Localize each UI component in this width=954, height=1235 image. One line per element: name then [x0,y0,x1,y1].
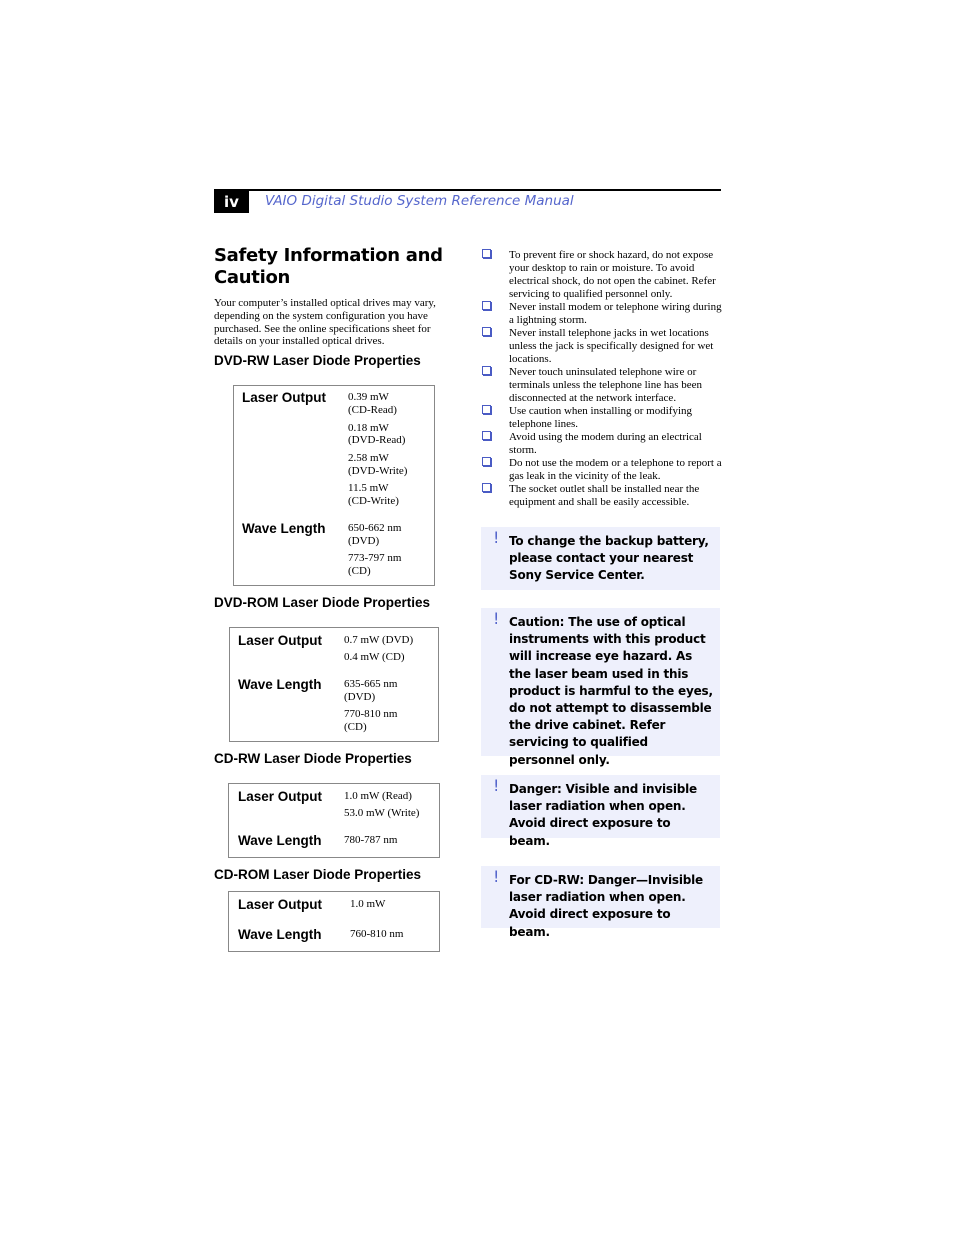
value: (CD) [344,721,367,733]
exclamation-icon: ! [493,528,500,547]
checkbox-bullet-icon [482,366,491,375]
value: 0.4 mW (CD) [344,651,405,663]
value: 0.39 mW [348,391,389,403]
wave-length-label: Wave Length [242,521,326,536]
section-title: Safety Information and Caution [214,245,443,288]
laser-output-label: Laser Output [238,633,323,648]
value: 11.5 mW [348,482,389,494]
note-text: Caution: The use of optical instruments with this product will increase eye hazard. As the laser beam used in this product is harmful to the eyes, do not attempt to disassemble the drive cabinet. Refer servicing to qualified personnel only. [509,615,713,767]
intro-paragraph: Your computer’s installed optical drives may vary, depending on the system configuration you have purchased. See the online specifications sheet for details on your installed optical drives. [214,297,436,348]
cd-rom-table [228,891,440,952]
dvd-rw-table [233,385,435,586]
cd-rom-heading: CD-ROM Laser Diode Properties [214,867,422,882]
value: 53.0 mW (Write) [344,807,420,819]
safety-bullet-list [482,249,722,509]
note-backup-battery [481,527,720,590]
value: (DVD-Write) [348,465,408,477]
value: (CD-Write) [348,495,399,507]
list-item-text: Avoid using the modem during an electrical storm. [509,431,702,456]
value: (CD) [348,565,371,577]
dvd-rw-heading: DVD-RW Laser Diode Properties [214,353,421,368]
dvd-rom-heading: DVD-ROM Laser Diode Properties [214,595,431,610]
value: 2.58 mW [348,452,389,464]
value: (DVD-Read) [348,434,406,446]
value: 0.18 mW [348,422,389,434]
value: 770-810 nm [344,708,398,720]
value: 773-797 nm [348,552,402,564]
list-item-text: Do not use the modem or a telephone to report a gas leak in the vicinity of the leak. [509,457,722,482]
cd-rw-heading: CD-RW Laser Diode Properties [214,751,412,766]
checkbox-bullet-icon [482,301,491,310]
checkbox-bullet-icon [482,327,491,336]
list-item-text: Never touch uninsulated telephone wire or terminals unless the telephone line has been disconnected at the network interface. [509,366,703,404]
wave-length-label: Wave Length [238,677,322,692]
cd-rw-table [228,783,440,858]
laser-output-label: Laser Output [242,390,327,405]
value: 635-665 nm [344,678,398,690]
list-item [482,483,722,509]
header-rule [214,189,721,191]
value: (CD-Read) [348,404,397,416]
list-item [482,431,722,457]
note-laser-danger [481,775,720,848]
value: (DVD) [344,691,376,703]
list-item-text: The socket outlet shall be installed near the equipment and shall be easily accessible. [509,483,700,508]
note-text: Danger: Visible and invisible laser radiation when open. Avoid direct exposure to beam. [509,782,697,848]
list-item [482,457,722,483]
checkbox-bullet-icon [482,483,491,492]
page-number: iv [214,191,249,213]
value: 1.0 mW [350,898,386,910]
checkbox-bullet-icon [482,431,491,440]
value: 0.7 mW (DVD) [344,634,414,646]
value: 650-662 nm [348,522,402,534]
value: (DVD) [348,535,380,547]
note-text: For CD-RW: Danger—Invisible laser radiation when open. Avoid direct exposure to beam. [509,873,703,939]
value: 1.0 mW (Read) [344,790,412,802]
note-optical-caution [481,608,720,767]
value: 780-787 nm [344,834,398,846]
checkbox-bullet-icon [482,457,491,466]
list-item-text: To prevent fire or shock hazard, do not expose your desktop to rain or moisture. To avoid electrical shock, do not open the cabinet. Refer servicing to qualified personnel only. [509,249,716,300]
list-item [482,327,722,366]
dvd-rom-table [229,627,439,742]
laser-output-label: Laser Output [238,897,323,912]
exclamation-icon: ! [493,609,500,628]
list-item [482,405,722,431]
laser-output-label: Laser Output [238,789,323,804]
list-item [482,301,722,327]
list-item-text: Use caution when installing or modifying telephone lines. [509,405,692,430]
list-item-text: Never install modem or telephone wiring during a lightning storm. [509,301,722,326]
list-item [482,249,722,301]
exclamation-icon: ! [493,776,500,795]
list-item-text: Never install telephone jacks in wet locations unless the jack is specifically designed for wet locations. [509,327,714,365]
checkbox-bullet-icon [482,249,491,258]
running-title: VAIO Digital Studio System Reference Manual [265,193,574,209]
value: 760-810 nm [350,928,404,940]
wave-length-label: Wave Length [238,833,322,848]
note-text: To change the backup battery, please contact your nearest Sony Service Center. [509,534,709,583]
exclamation-icon: ! [493,867,500,886]
wave-length-label: Wave Length [238,927,322,942]
checkbox-bullet-icon [482,405,491,414]
list-item [482,366,722,405]
note-cdrw-danger [481,866,720,939]
